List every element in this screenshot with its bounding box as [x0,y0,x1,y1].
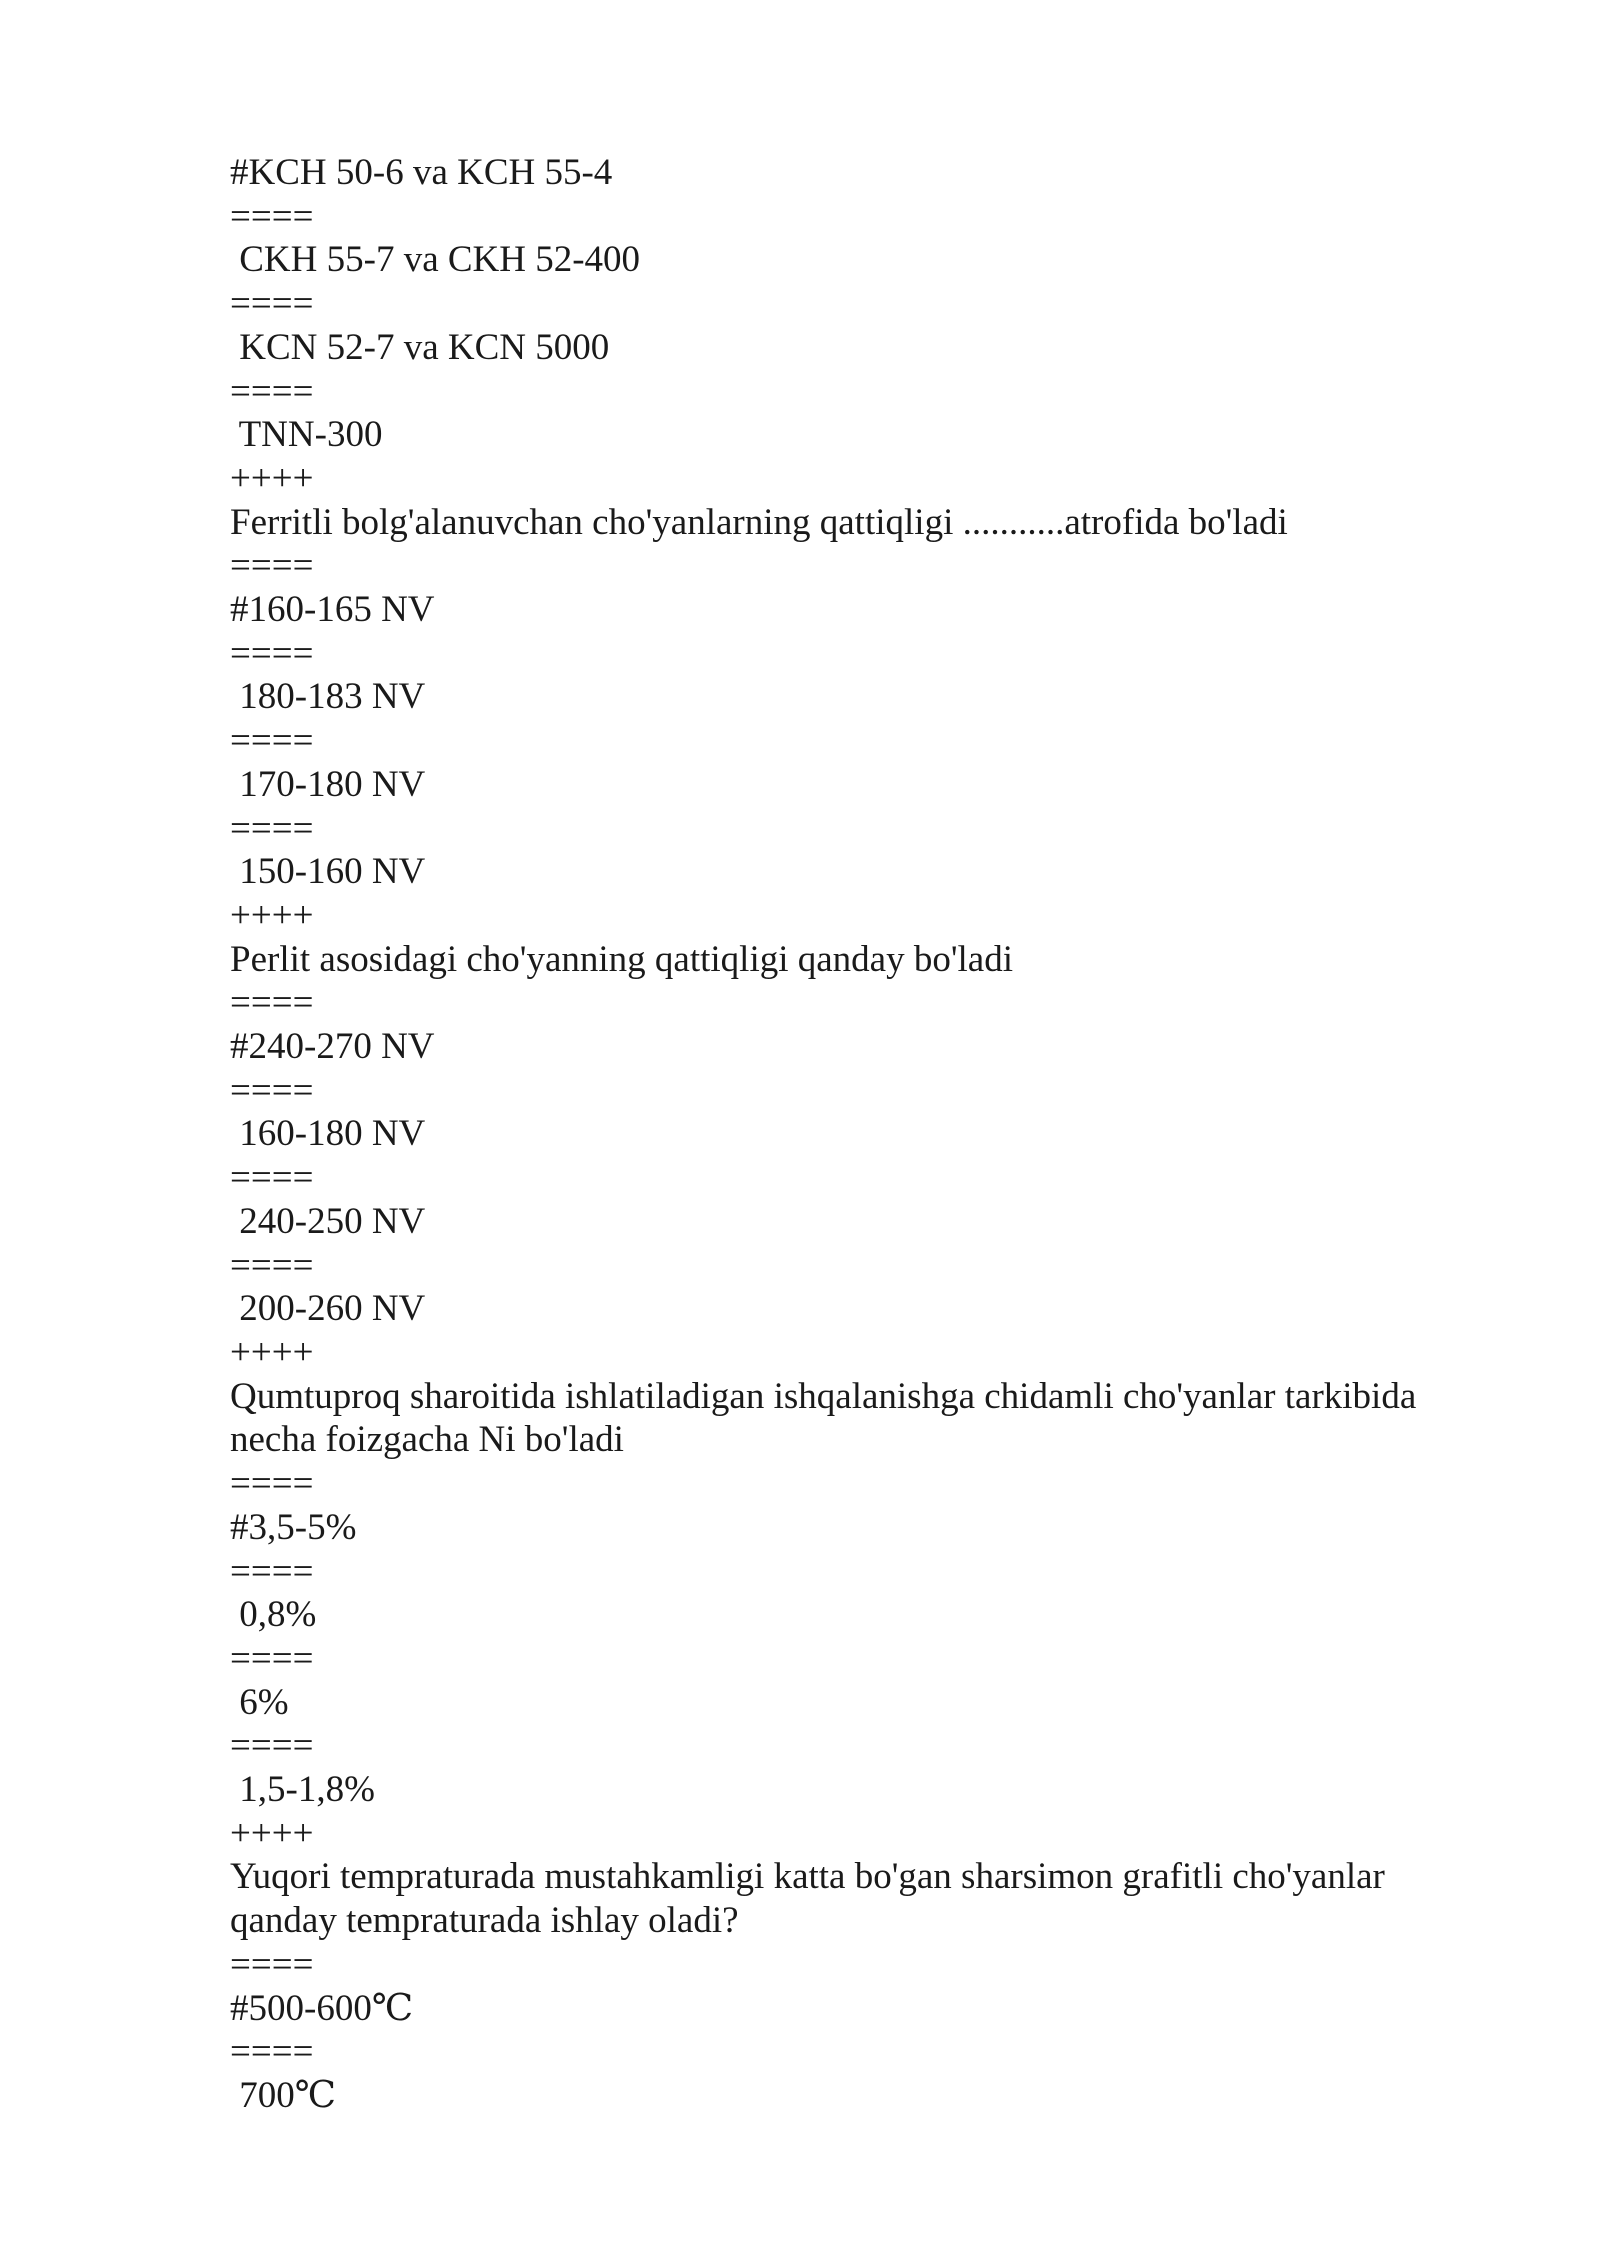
answer-option: #500-600℃ [230,1987,414,2029]
answer-option: #3,5-5% [230,1506,357,1548]
separator: ==== [230,1637,314,1679]
separator: ==== [230,1463,314,1505]
answer-option: 700℃ [230,2074,337,2116]
separator: ==== [230,195,314,237]
separator: ==== [230,1550,314,1592]
separator: ==== [230,1725,314,1767]
answer-option: 6% [230,1681,289,1723]
separator: ==== [230,370,314,412]
question-separator: ++++ [230,1812,314,1854]
answer-option: CKH 55-7 va CKH 52-400 [230,239,641,281]
answer-option: 160-180 NV [230,1113,426,1155]
answer-option: TNN-300 [230,414,383,456]
question-text: qanday tempraturada ishlay oladi? [230,1900,739,1942]
answer-option: 240-250 NV [230,1200,426,1242]
separator: ==== [230,720,314,762]
question-text: Perlit asosidagi cho'yanning qattiqligi qanday bo'ladi [230,938,1013,980]
separator: ==== [230,632,314,674]
separator: ==== [230,283,314,325]
separator: ==== [230,2031,314,2073]
answer-option: 200-260 NV [230,1288,426,1330]
question-text: Ferritli bolg'alanuvchan cho'yanlarning qattiqligi ...........atrofida bo'ladi [230,501,1288,543]
answer-option: 1,5-1,8% [230,1769,375,1811]
document-body [230,151,1470,2118]
question-separator: ++++ [230,1331,314,1373]
question-separator: ++++ [230,894,314,936]
answer-option: #240-270 NV [230,1026,435,1068]
answer-option: KCN 52-7 va KCN 5000 [230,326,610,368]
separator: ==== [230,982,314,1024]
answer-option: 180-183 NV [230,676,426,718]
answer-option: #KCH 50-6 va KCH 55-4 [230,152,613,193]
separator: ==== [230,1244,314,1286]
question-text: necha foizgacha Ni bo'ladi [230,1419,624,1461]
answer-option: 150-160 NV [230,851,426,893]
separator: ==== [230,545,314,587]
answer-option: #160-165 NV [230,589,435,631]
separator: ==== [230,1157,314,1199]
answer-option: 0,8% [230,1594,317,1636]
answer-option: 170-180 NV [230,763,426,805]
question-text: Yuqori tempraturada mustahkamligi katta bo'gan sharsimon grafitli cho'yanlar [230,1856,1385,1898]
question-text: Qumtuproq sharoitida ishlatiladigan ishqalanishga chidamli cho'yanlar tarkibida [230,1375,1417,1417]
question-separator: ++++ [230,457,314,499]
separator: ==== [230,1943,314,1985]
separator: ==== [230,1069,314,1111]
separator: ==== [230,807,314,849]
